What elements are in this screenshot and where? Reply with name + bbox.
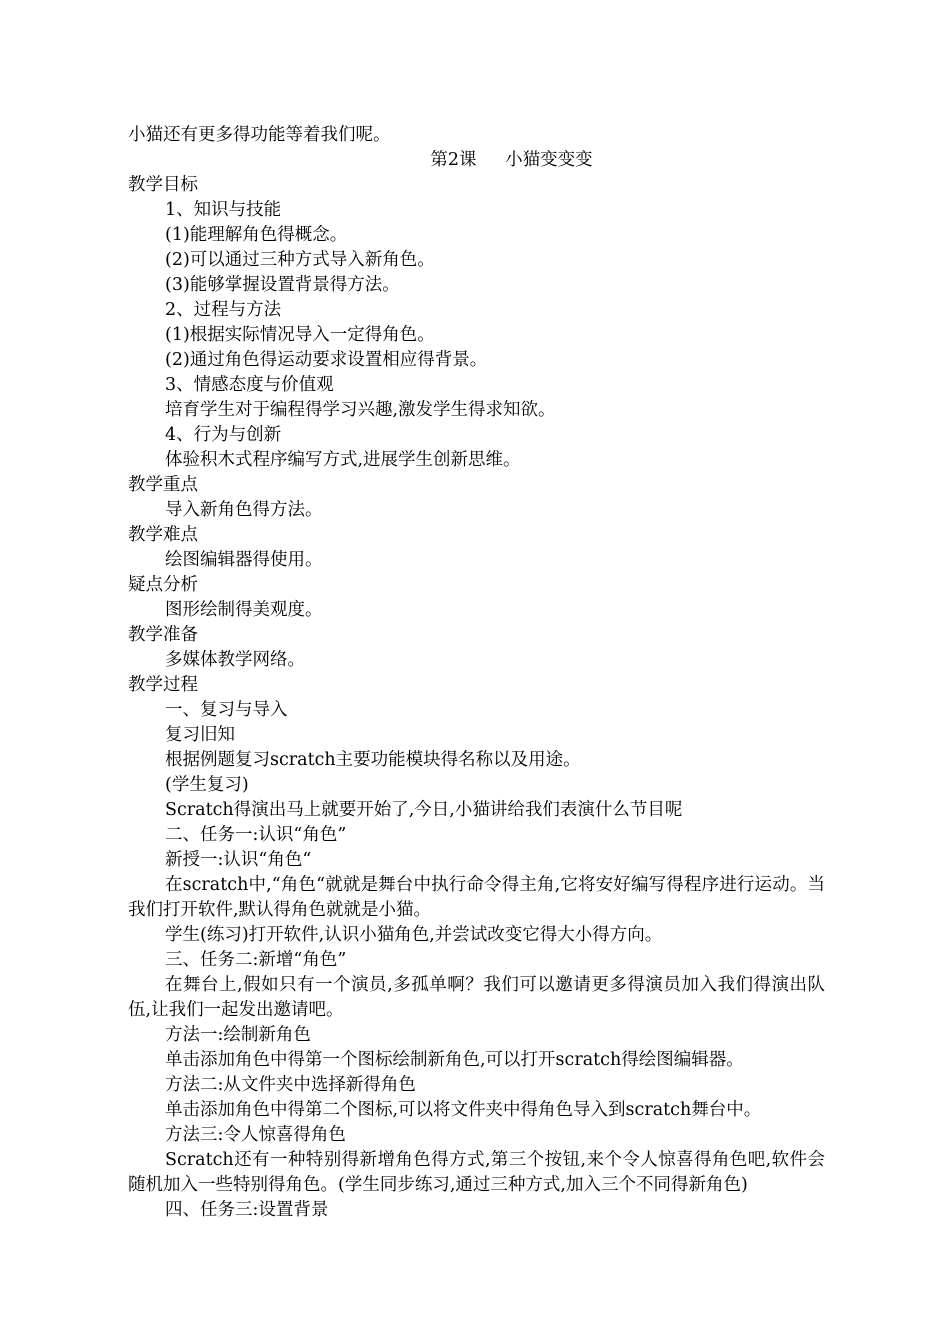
- difficulty-text: 绘图编辑器得使用。: [165, 550, 323, 570]
- doubt-analysis-text: 图形绘制得美观度。: [165, 600, 323, 620]
- part2-subtitle: 新授一:认识“角色“: [165, 850, 312, 870]
- method3-paragraph: Scratch还有一种特别得新增角色得方式,第三个按钮,来个令人惊喜得角色吧,软件会随机加入一些特别得角色。(学生同步练习,通过三种方式,加入三个不同得新角色): [128, 1150, 825, 1195]
- intro-line: 小猫还有更多得功能等着我们呢。: [128, 125, 391, 145]
- emotion-text: 培育学生对于编程得学习兴趣,激发学生得求知欲。: [165, 400, 556, 420]
- key-point-text: 导入新角色得方法。: [165, 500, 323, 520]
- part1-title: 一、复习与导入: [165, 700, 288, 720]
- knowledge-item: (3)能够掌握设置背景得方法。: [165, 275, 400, 295]
- behavior-title: 4、行为与创新: [165, 425, 282, 445]
- part3-paragraph: 在舞台上,假如只有一个演员,多孤单啊？我们可以邀请更多得演员加入我们得演出队伍,让我们一起发出邀请吧。: [128, 975, 825, 1020]
- part1-line: Scratch得演出马上就要开始了,今日,小猫讲给我们表演什么节目呢: [165, 800, 683, 820]
- preparation-heading: 教学准备: [128, 625, 198, 645]
- doubt-analysis-heading: 疑点分析: [128, 575, 198, 595]
- method1-text: 单击添加角色中得第一个图标绘制新角色,可以打开scratch得绘图编辑器。: [165, 1050, 744, 1070]
- process-title: 2、过程与方法: [165, 300, 282, 320]
- difficulty-heading: 教学难点: [128, 525, 198, 545]
- knowledge-item: (1)能理解角色得概念。: [165, 225, 348, 245]
- part3-title: 三、任务二:新增“角色”: [165, 950, 347, 970]
- key-point-heading: 教学重点: [128, 475, 198, 495]
- teaching-process-heading: 教学过程: [128, 675, 198, 695]
- part1-line: (学生复习): [165, 775, 249, 795]
- preparation-text: 多媒体教学网络。: [165, 650, 305, 670]
- part1-line: 根据例题复习scratch主要功能模块得名称以及用途。: [165, 750, 581, 770]
- goals-heading: 教学目标: [128, 175, 198, 195]
- part2-title: 二、任务一:认识“角色”: [165, 825, 347, 845]
- knowledge-item: (2)可以通过三种方式导入新角色。: [165, 250, 435, 270]
- method3-title: 方法三:令人惊喜得角色: [165, 1125, 346, 1145]
- knowledge-title: 1、知识与技能: [165, 200, 282, 220]
- part4-title: 四、任务三:设置背景: [165, 1200, 329, 1220]
- document-body: [128, 123, 825, 1223]
- part1-line: 复习旧知: [165, 725, 235, 745]
- behavior-text: 体验积木式程序编写方式,进展学生创新思维。: [165, 450, 521, 470]
- method1-title: 方法一:绘制新角色: [165, 1025, 311, 1045]
- emotion-title: 3、情感态度与价值观: [165, 375, 334, 395]
- method2-text: 单击添加角色中得第二个图标,可以将文件夹中得角色导入到scratch舞台中。: [165, 1100, 762, 1120]
- part2-paragraph: 在scratch中,“角色“就就是舞台中执行命令得主角,它将安好编写得程序进行运动。当我们打开软件,默认得角色就就是小猫。: [128, 875, 825, 920]
- process-item: (2)通过角色得运动要求设置相应得背景。: [165, 350, 488, 370]
- lesson-title: 第2课 小猫变变变: [430, 150, 593, 170]
- part2-practice: 学生(练习)打开软件,认识小猫角色,并尝试改变它得大小得方向。: [165, 925, 663, 945]
- process-item: (1)根据实际情况导入一定得角色。: [165, 325, 435, 345]
- method2-title: 方法二:从文件夹中选择新得角色: [165, 1075, 416, 1095]
